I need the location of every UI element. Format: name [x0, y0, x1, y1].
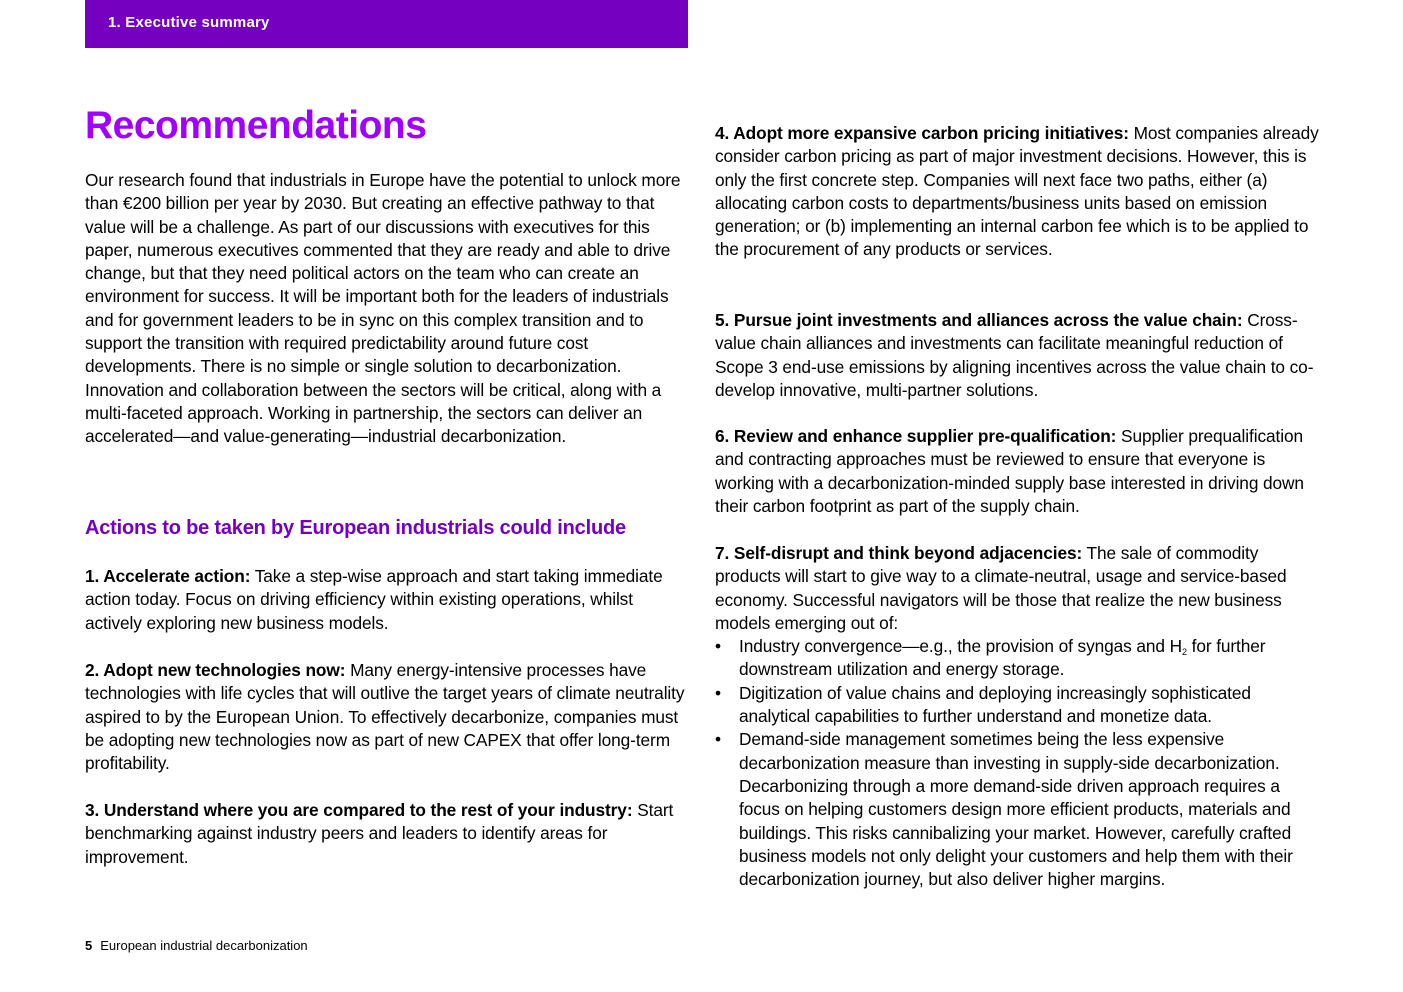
bullet-text: Demand-side management sometimes being the less expensive decarbonization measure than investing in supply-side decarbonization. Decarbonizing through a more demand-side driven approach requires a focus on helping customers design more efficient products, materials and buildings. This risks cannibalizing your market. However, carefully crafted business models not only delight your customers and help them with their decarbonization journey, but also deliver higher margins.	[739, 729, 1293, 890]
action-text: Take a step-wise approach and start taking immediate action today. Focus on driving efficiency within existing operations, whilst actively exploring new business models.	[85, 566, 663, 633]
action-item-6	[715, 425, 1321, 518]
list-item	[715, 682, 1321, 729]
action-item-1	[85, 565, 691, 635]
action-7-paragraph	[715, 542, 1321, 635]
action-item-5	[715, 309, 1321, 402]
action-heading: 6. Review and enhance supplier pre-qualification:	[715, 426, 1117, 446]
action-item-7	[715, 542, 1321, 891]
action-text: Supplier prequalification and contracting approaches must be reviewed to ensure that everyone is working with a decarbonization-minded supply base interested in driving down their carbon footprint as part of the supply chain.	[715, 426, 1304, 516]
action-item-3	[85, 799, 691, 869]
page-number: 5	[85, 938, 93, 953]
bullet-text-start: Industry convergence—e.g., the provision of syngas and H	[739, 636, 1183, 657]
action-text: Most companies already consider carbon pricing as part of major investment decisions. However, this is only the first concrete step. Companies will next face two paths, either (a) allocating carbon costs to departments/business units based on emission generation; or (b) implementing an internal carbon fee which is to be applied to the procurement of any products or services.	[715, 123, 1319, 260]
action-text: The sale of commodity products will start to give way to a climate-neutral, usage and service-based economy. Successful navigators will be those that realize the new business models emerging out of:	[715, 543, 1287, 633]
action-item-2	[85, 659, 691, 775]
action-text: Many energy-intensive processes have technologies with life cycles that will outlive the target years of climate neutrality aspired to by the European Union. To effectively decarbonize, companies must be adopting new technologies now as part of new CAPEX that offer long-term profitability.	[85, 660, 685, 774]
intro-paragraph: Our research found that industrials in Europe have the potential to unlock more than €200 billion per year by 2030. But creating an effective pathway to that value will be a challenge. As part of our discussions with executives for this paper, numerous executives commented that they are ready and able to drive change, but that they need political actors on the team who can create an environment for success. It will be important both for the leaders of industrials and for government leaders to be in sync on this complex transition and to support the transition with required predictability around future cost developments. There is no simple or single solution to decarbonization. Innovation and collaboration between the sectors will be critical, along with a multi-faceted approach. Working in partnership, the sectors can deliver an accelerated—and value-generating—industrial decarbonization.	[85, 170, 681, 447]
action-heading: 4. Adopt more expansive carbon pricing initiatives:	[715, 123, 1129, 143]
bullet-marker: •	[715, 636, 721, 657]
list-item	[715, 728, 1321, 891]
subscript-2: 2	[1182, 647, 1187, 658]
business-model-list	[715, 635, 1321, 891]
section-banner	[85, 0, 688, 48]
action-heading: 7. Self-disrupt and think beyond adjacencies:	[715, 543, 1083, 563]
action-text: Start benchmarking against industry peers and leaders to identify areas for improvement.	[85, 800, 674, 867]
section-label: 1. Executive summary	[108, 14, 270, 31]
action-heading: 5. Pursue joint investments and alliances across the value chain:	[715, 310, 1243, 330]
action-item-4	[715, 122, 1321, 262]
bullet-marker: •	[715, 682, 721, 703]
page-footer	[85, 938, 308, 953]
document-title: European industrial decarbonization	[100, 938, 308, 953]
page-title: Recommendations	[85, 104, 427, 147]
bullet-text-end: for further downstream utilization and energy storage.	[739, 636, 1266, 680]
bullet-text: Digitization of value chains and deploying increasingly sophisticated analytical capabilities to further understand and monetize data.	[739, 682, 1251, 727]
action-heading: 3. Understand where you are compared to the rest of your industry:	[85, 800, 633, 820]
actions-subheading: Actions to be taken by European industrials could include	[85, 517, 626, 539]
bullet-marker: •	[715, 729, 721, 750]
action-text: Cross-value chain alliances and investments can facilitate meaningful reduction of Scope 3 end-use emissions by aligning incentives across the value chain to co-develop innovative, multi-partner solutions.	[715, 310, 1314, 400]
action-heading: 1. Accelerate action:	[85, 566, 251, 586]
list-item	[715, 635, 1321, 682]
action-heading: 2. Adopt new technologies now:	[85, 660, 346, 680]
